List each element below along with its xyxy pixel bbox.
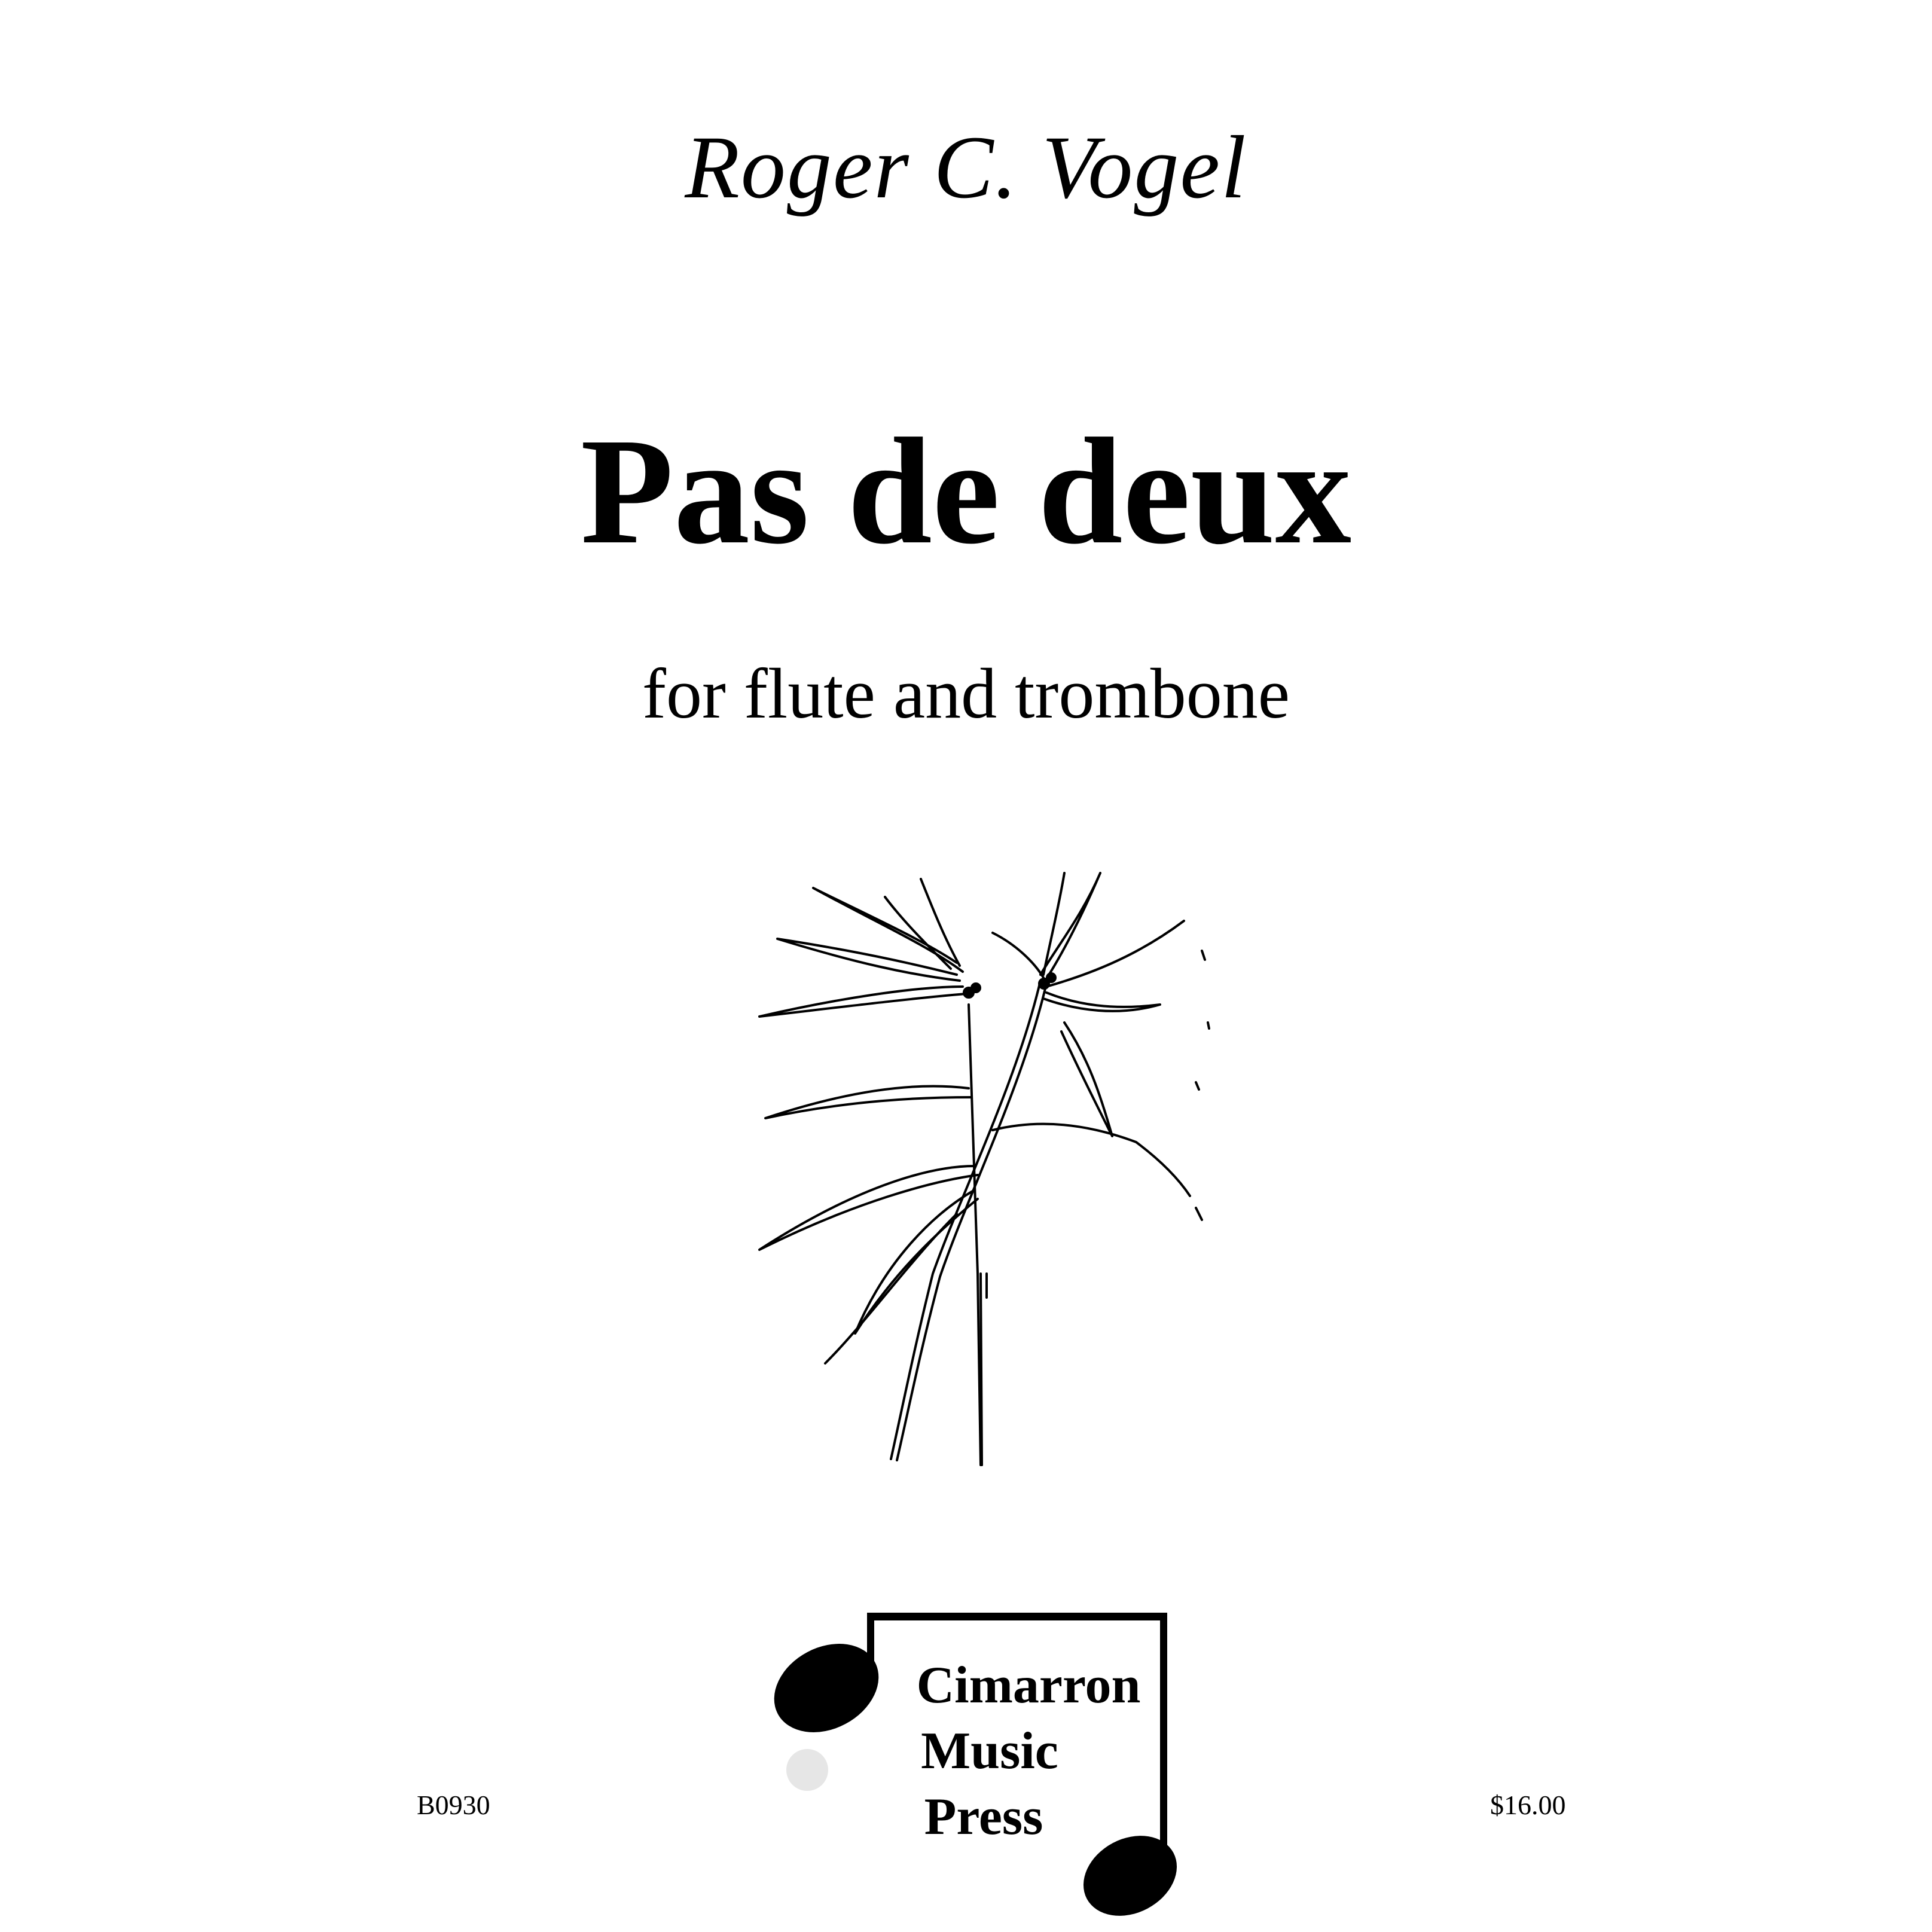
catalog-number: B0930: [417, 1790, 490, 1820]
bamboo-leaf: [993, 1124, 1190, 1196]
bamboo-leaf: [1061, 1023, 1112, 1136]
bamboo-leaf: [759, 987, 966, 1017]
bamboo-leaf: [765, 1086, 972, 1118]
bamboo-leaf: [993, 933, 1043, 978]
bamboo-leaf: [1043, 873, 1064, 975]
price-label: $16.00: [1490, 1790, 1566, 1820]
composer-name: Roger C. Vogel: [685, 118, 1247, 217]
bamboo-leaf: [1040, 873, 1100, 981]
bamboo-leaf: [855, 1190, 978, 1333]
bamboo-bud: [972, 984, 980, 992]
bamboo-illustration: [706, 855, 1244, 1483]
bamboo-leaf: [759, 1166, 978, 1250]
publisher-logo: [771, 1606, 1184, 1928]
piece-title: Pas de deux: [580, 407, 1352, 576]
bamboo-leaf: [1046, 921, 1184, 987]
publisher-name-line1: Cimarron: [916, 1656, 1141, 1714]
bamboo-leaf: [777, 939, 960, 981]
bamboo-leaf: [885, 897, 951, 969]
publisher-name-line3: Press: [924, 1788, 1043, 1846]
bamboo-leaf: [1043, 993, 1160, 1011]
publisher-name-line2: Music: [921, 1722, 1058, 1780]
bamboo-stalk-main: [969, 1005, 981, 1465]
bamboo-bud: [1047, 973, 1055, 982]
instrumentation-subtitle: for flute and trombone: [642, 654, 1290, 733]
